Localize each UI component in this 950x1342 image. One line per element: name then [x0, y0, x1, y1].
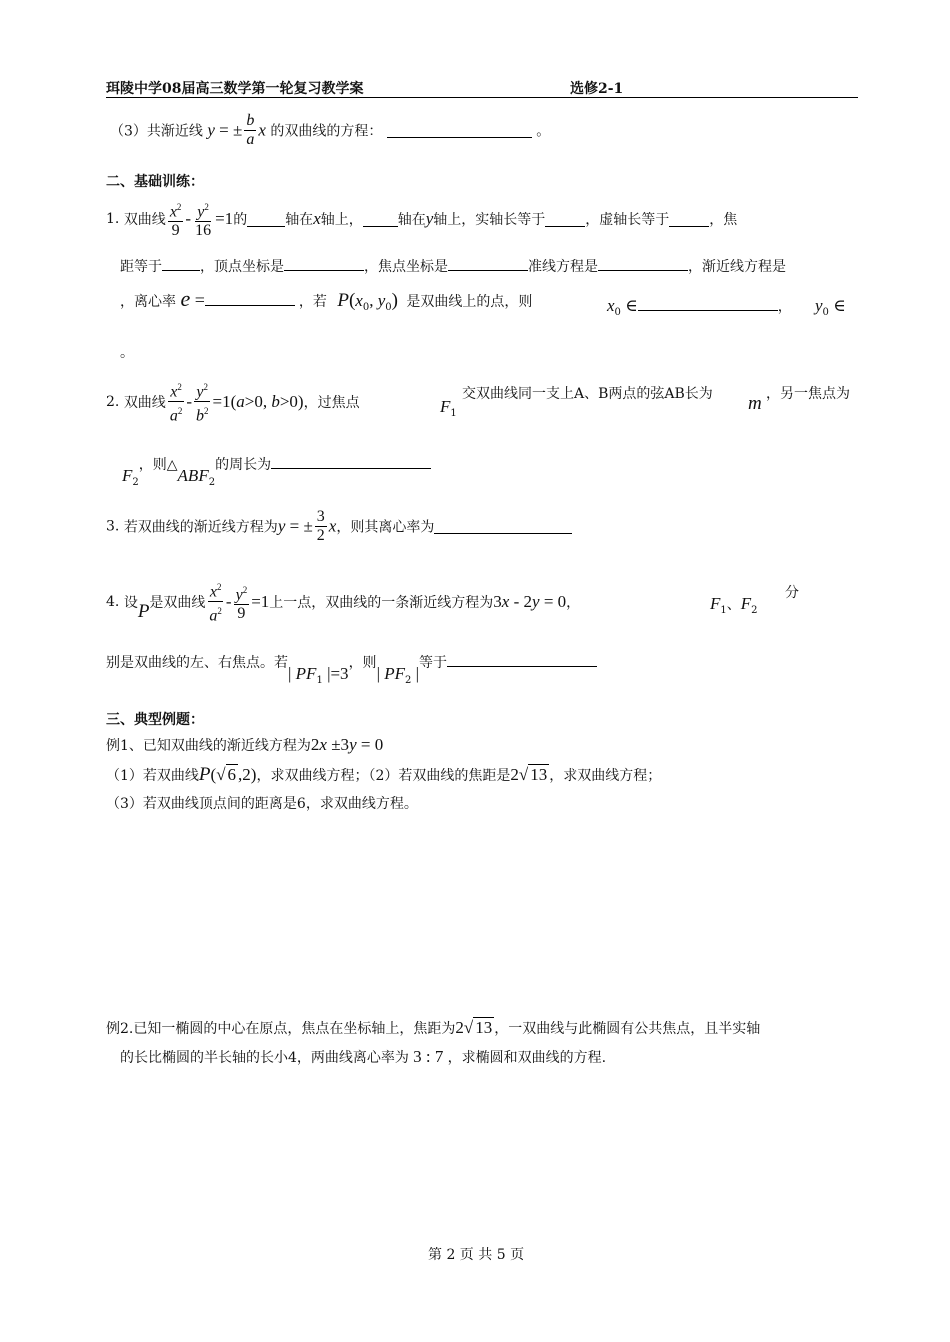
- q2-F1: $F_1$: [440, 397, 457, 419]
- ex1-line2: （1）若双曲线P(√ 6 ,2)，求双曲线方程；（2）若双曲线的焦距是2√ 13 ，求双曲线方程；: [106, 764, 662, 785]
- item3-label: （3）共渐近线: [110, 123, 203, 140]
- q4-fen: 分: [785, 585, 799, 601]
- q1-line2: 距等于 ，顶点坐标是 ，焦点坐标是 准线方程是 ，渐近线方程是: [120, 256, 786, 276]
- formula-y2-over-16: $\frac{y^2}{16}$: [193, 198, 213, 240]
- answer-blank[interactable]: [284, 256, 364, 271]
- answer-blank[interactable]: [598, 256, 688, 271]
- ex2-line2: 的长比椭圆的半长轴的长小4，两曲线离心率为 3 : 7 ，求椭圆和双曲线的方程.: [120, 1047, 607, 1066]
- ex2-line1: 例2.已知一椭圆的中心在原点，焦点在坐标轴上，焦距为2√ 13 ，一双曲线与此椭圆有公共焦点，且半实轴: [106, 1018, 761, 1037]
- formula-x2-over-a2: $\frac{x^2}{a^2}$: [207, 578, 224, 626]
- q1-y0-range: $y_0$ ∈: [815, 296, 846, 318]
- answer-blank[interactable]: [434, 519, 572, 534]
- answer-blank[interactable]: [669, 212, 709, 227]
- q1-x0-range: $x_0$ ∈ ，: [607, 296, 792, 318]
- answer-blank[interactable]: [387, 123, 532, 138]
- q4-foci: $F_1$、$F_2$: [710, 594, 758, 616]
- formula-3-over-2: $\frac{3}{2}$: [316, 508, 325, 544]
- formula-asymptote: y: [207, 120, 215, 140]
- formula-x2-over-a2: $\frac{x^2}{a^2}$: [168, 378, 185, 426]
- answer-blank[interactable]: [447, 652, 597, 667]
- q1-line1: 1. 双曲线 $\frac{x^2}{9}$ - $\frac{y^2}{16}$ =1的 轴在x轴上， 轴在y轴上，实轴长等于 ，虚轴长等于 ，焦: [106, 198, 737, 240]
- answer-blank[interactable]: [363, 212, 398, 227]
- q3-line: 3. 若双曲线的渐近线方程为y = ± $\frac{3}{2}$ x，则其离心率为: [106, 508, 572, 545]
- q4-line1: 4. 设P是双曲线 $\frac{x^2}{a^2}$ - $\frac{y^2}{9}$ =1上一点，双曲线的一条渐近线方程为3x - 2y = 0，: [106, 578, 580, 626]
- formula-y2-over-9: $\frac{y^2}{9}$: [234, 581, 250, 623]
- formula-b-over-a: $\frac{b}{a}$: [246, 112, 255, 148]
- answer-blank[interactable]: [448, 256, 528, 271]
- q1-line3: ，离心率 e = ，若 $P(x_0$, $y_0$) 是双曲线上的点，则: [120, 286, 533, 313]
- formula-x2-over-9: $\frac{x^2}{9}$: [168, 198, 184, 240]
- header-course: 选修2-1: [570, 81, 624, 97]
- header-title: 珥陵中学08届高三数学第一轮复习教学案: [106, 81, 364, 97]
- answer-blank[interactable]: [545, 212, 585, 227]
- answer-blank[interactable]: [247, 212, 285, 227]
- section-title-examples: 三、典型例题：: [106, 712, 204, 728]
- answer-blank[interactable]: [271, 454, 431, 469]
- formula-y2-over-b2: $\frac{y^2}{b^2}$: [194, 378, 211, 426]
- q2-text: 交双曲线同一支上A、B两点的弦AB长为: [462, 386, 713, 402]
- header-rule: [106, 97, 858, 98]
- answer-blank[interactable]: [205, 291, 295, 306]
- item3-line: （3）共渐近线 y = ± $\frac{b}{a}$ x 的双曲线的方程： 。: [110, 112, 551, 148]
- q4-line2: 别是双曲线的左、右焦点。若| $PF_1$ |=3，则| $PF_2$ |等于: [106, 652, 597, 674]
- answer-blank[interactable]: [638, 296, 778, 311]
- q2-text2: ，另一焦点为: [766, 386, 850, 402]
- ex1-line3: （3）若双曲线顶点间的距离是6，求双曲线方程。: [106, 796, 418, 812]
- ex1-line1: 例1、已知双曲线的渐近线方程为2x ±3y = 0: [106, 735, 384, 754]
- page-number: 第 2 页 共 5 页: [428, 1247, 525, 1263]
- q2-line2: $F_2$，则$\triangle ABF_2$的周长为: [122, 454, 431, 476]
- q1-end: 。: [120, 345, 134, 361]
- answer-blank[interactable]: [162, 256, 200, 271]
- section-title-basic: 二、基础训练：: [106, 174, 204, 190]
- item3-suffix: 的双曲线的方程：: [270, 123, 383, 140]
- q2-line1: 2. 双曲线 $\frac{x^2}{a^2}$ - $\frac{y^2}{b^2}$ =1(a>0, b>0)，过焦点: [106, 378, 360, 426]
- q2-m: m: [748, 393, 762, 414]
